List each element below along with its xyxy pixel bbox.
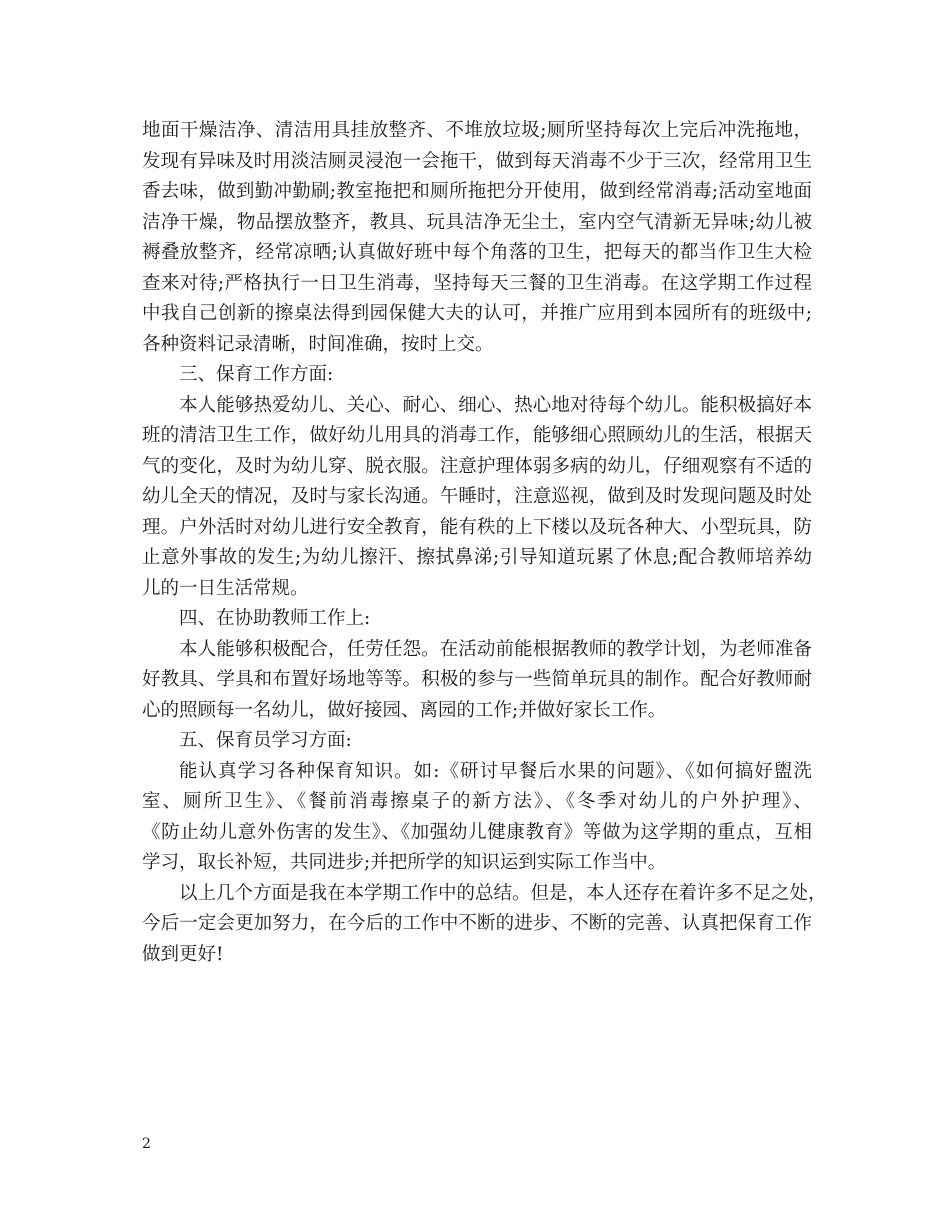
body-line: 《防止幼儿意外伤害的发生》、《加强幼儿健康教育》等做为这学期的重点，互相 [142, 821, 812, 843]
page-number: 2 [142, 1136, 151, 1152]
body-line: 以上几个方面是我在本学期工作中的总结。但是，本人还存在着许多不足之处， [179, 882, 827, 904]
body-line: 室、厕所卫生》、《餐前消毒擦桌子的新方法》、《冬季对幼儿的户外护理》、 [142, 791, 812, 812]
section-heading-learning: 五、保育员学习方面: [179, 730, 352, 751]
body-line: 学习，取长补短，共同进步;并把所学的知识运到实际工作当中。 [142, 852, 667, 873]
body-line: 查来对待;严格执行一日卫生消毒，坚持每天三餐的卫生消毒。在这学期工作过程 [142, 272, 812, 294]
body-line: 各种资料记录清晰，时间准确，按时上交。 [142, 333, 494, 355]
body-line: 香去味，做到勤冲勤刷;教室拖把和厕所拖把分开使用，做到经常消毒;活动室地面 [142, 181, 812, 202]
body-line: 褥叠放整齐，经常凉晒;认真做好班中每个角落的卫生，把每天的都当作卫生大检 [142, 242, 812, 263]
body-line: 今后一定会更加努力，在今后的工作中不断的进步、不断的完善、认真把保育工作 [142, 913, 812, 934]
body-line: 地面干燥洁净、清洁用具挂放整齐、不堆放垃圾;厕所坚持每次上完后冲洗拖地， [142, 120, 812, 141]
body-line: 班的清洁卫生工作，做好幼儿用具的消毒工作，能够细心照顾幼儿的生活，根据天 [142, 425, 812, 446]
body-line: 儿的一日生活常规。 [142, 577, 309, 599]
body-line: 止意外事故的发生;为幼儿擦汗、擦拭鼻涕;引导知道玩累了休息;配合教师培养幼 [142, 547, 812, 568]
body-line: 洁净干燥，物品摆放整齐，教具、玩具洁净无尘土，室内空气清新无异味;幼儿被 [142, 211, 812, 233]
body-line: 能认真学习各种保育知识。如:《研讨早餐后水果的问题》、《如何搞好盥洗 [179, 760, 812, 782]
body-line: 发现有异味及时用淡洁厕灵浸泡一会拖干，做到每天消毒不少于三次，经常用卫生 [142, 150, 812, 172]
body-line: 气的变化，及时为幼儿穿、脱衣服。注意护理体弱多病的幼儿，仔细观察有不适的 [142, 455, 812, 477]
body-line: 中我自己创新的擦桌法得到园保健大夫的认可，并推广应用到本园所有的班级中; [142, 303, 812, 324]
body-line: 心的照顾每一名幼儿，做好接园、离园的工作;并做好家长工作。 [142, 699, 667, 721]
body-line: 本人能够积极配合，任劳任怨。在活动前能根据教师的教学计划，为老师准备 [179, 638, 812, 660]
section-heading-assisting-teachers: 四、在协助教师工作上: [179, 608, 371, 629]
document-body [142, 116, 827, 970]
body-line: 好教具、学具和布置好场地等等。积极的参与一些简单玩具的制作。配合好教师耐 [142, 669, 812, 690]
body-line: 理。户外活时对幼儿进行安全教育，能有秩的上下楼以及玩各种大、小型玩具，防 [142, 516, 812, 538]
body-line: 本人能够热爱幼儿、关心、耐心、细心、热心地对待每个幼儿。能积极搞好本 [179, 394, 812, 416]
section-heading-childcare: 三、保育工作方面: [179, 364, 334, 385]
body-line: 做到更好! [142, 943, 224, 965]
body-line: 幼儿全天的情况，及时与家长沟通。午睡时，注意巡视，做到及时发现问题及时处 [142, 486, 812, 507]
